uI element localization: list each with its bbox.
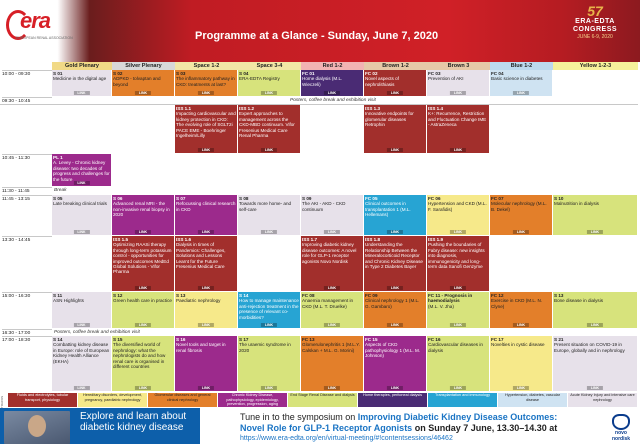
session-title: Understanding the Relationship Between the Mineralocorticoid Receptor and Chronic Kidney Disease in Type 2 Diabetes Bayer [365, 242, 423, 270]
session-code: S 08 [239, 196, 249, 201]
column-header: Brown 3 [427, 62, 490, 70]
session-link-button[interactable]: LINK [387, 323, 403, 328]
session-cell-fc06[interactable] [427, 195, 489, 235]
session-code: FC 11 - Prognosis in haemodialysis [428, 293, 473, 304]
session-cell-s14[interactable] [238, 292, 300, 328]
congress-logo [560, 4, 630, 48]
session-link-button[interactable]: LINK [513, 230, 529, 235]
session-link-button[interactable]: LINK [135, 91, 151, 96]
session-cell-fc08[interactable] [301, 292, 363, 328]
session-title: Medicine in the digital age [53, 76, 107, 82]
session-title: Hypertension and CKD (M.L. F. Sarafidis) [428, 201, 487, 212]
logo-tagline: EUROPEAN RENAL ASSOCIATION [16, 36, 73, 40]
time-slot: 11:45 - 13:15 [2, 195, 52, 202]
track-legend-item: Home therapies, peritoneal dialysis [358, 393, 427, 407]
track-legend-item: Fluids and electrolytes, tubular transport, physiology [8, 393, 77, 407]
session-link-button[interactable]: LINK [450, 286, 466, 291]
session-link-button[interactable]: LINK [73, 181, 89, 186]
session-title: Dialysis in times of Pandemics: Challenges, Solutions and Lessons Learnt for the Future Fresenius Medical Care [176, 242, 226, 270]
session-title: ERA-EDTA Registry [239, 76, 280, 82]
session-code: PL 1 [53, 155, 63, 160]
session-link-button[interactable]: LINK [587, 386, 603, 391]
session-cell-iss16[interactable] [175, 236, 237, 291]
session-link-button[interactable]: LINK [324, 286, 340, 291]
session-title: Malnutrition in dialysis [554, 201, 599, 207]
session-link-button[interactable]: LINK [198, 148, 214, 153]
session-title: Aspects of CKD pathophysiology 1 (M.L. M. Johnson) [365, 342, 421, 359]
session-code: S 16 [176, 337, 186, 342]
session-title: Exercise in CKD (M.L. N. Clyne) [491, 298, 543, 309]
session-title: Anaemia management in CKD (M.L. T. Druelke) [302, 298, 354, 309]
page-title: Programme at a Glance - Sunday, June 7, 2020 [195, 30, 439, 42]
session-link-button[interactable]: LINK [135, 286, 151, 291]
ad-banner-left[interactable] [0, 408, 200, 444]
session-title: Innovative endpoints for glomerular diseases Retrophin [365, 111, 414, 128]
session-cell-iss17[interactable] [301, 236, 363, 291]
session-link-button[interactable]: LINK [73, 386, 89, 391]
session-cell-fc05[interactable] [364, 195, 426, 235]
session-title: Basic science in diabetes [491, 76, 543, 82]
session-title: ADPKD - tolvaptan and beyond [113, 76, 161, 87]
session-title: Refocussing clinical research in CKD [176, 201, 236, 212]
session-cell-s19[interactable] [238, 336, 300, 391]
session-cell-s07[interactable] [175, 195, 237, 235]
time-slot: 09:30 - 10:45 [2, 97, 52, 104]
session-cell-iss15[interactable] [112, 236, 174, 291]
session-cell-s15[interactable] [553, 292, 637, 328]
session-code: FC 12 [491, 293, 504, 298]
session-link-button[interactable]: LINK [587, 230, 603, 235]
session-link-button[interactable]: LINK [324, 386, 340, 391]
time-slot: 10:45 - 11:30 [2, 154, 52, 161]
session-link-button[interactable]: LINK [513, 323, 529, 328]
session-title: Paediatric nephrology [176, 298, 221, 304]
track-legend-item: Hypertension, diabetes, vascular disease [498, 393, 567, 407]
session-link-button[interactable]: LINK [587, 323, 603, 328]
session-link-button[interactable]: LINK [450, 148, 466, 153]
session-link-button[interactable]: LINK [450, 386, 466, 391]
session-cell-iss19[interactable] [427, 236, 489, 291]
session-title: Combatting kidney disease in Europe: role of European Kidney Health Alliance (EKHA) [53, 342, 110, 364]
session-cell-s02[interactable] [112, 70, 174, 96]
session-cell-iss11[interactable] [175, 105, 237, 153]
session-code: S 01 [53, 71, 63, 76]
session-code: S 14 [53, 337, 63, 342]
column-header: Red 1-2 [301, 62, 364, 70]
session-link-button[interactable]: LINK [513, 386, 529, 391]
session-code: ISS 1.5 [113, 237, 129, 242]
session-title: Late breaking clinical trials [53, 201, 107, 207]
session-cell-fc04[interactable] [490, 70, 552, 96]
session-link-button[interactable]: LINK [450, 230, 466, 235]
session-code: FC 08 [302, 293, 315, 298]
session-cell-fc01[interactable] [301, 70, 363, 96]
session-code: FC 17 [491, 337, 504, 342]
ad-banner-right[interactable] [200, 408, 640, 444]
break-label: Break [54, 188, 67, 193]
session-cell-s04[interactable] [238, 70, 300, 96]
session-link-button[interactable]: LINK [387, 286, 403, 291]
session-code: FC 09 [365, 293, 378, 298]
track-legend-item: Hereditary disorders, development, pregnancy, paediatric nephrology [78, 393, 147, 407]
ad-left-text: Explore and learn about diabetic kidney disease [80, 411, 187, 433]
session-code: ISS 1.9 [428, 237, 444, 242]
ad-line1 [240, 412, 557, 422]
session-code: FC 13 [302, 337, 315, 342]
session-cell-s21[interactable] [553, 336, 637, 391]
session-cell-s18[interactable] [175, 336, 237, 391]
time-slot: 15:00 - 16:30 [2, 292, 52, 299]
session-code: FC 01 [302, 71, 315, 76]
session-cell-s01[interactable] [52, 70, 111, 96]
session-link-button[interactable]: LINK [135, 386, 151, 391]
session-link-button[interactable]: LINK [387, 386, 403, 391]
session-link-button[interactable]: LINK [261, 148, 277, 153]
session-cell-fc02[interactable] [364, 70, 426, 96]
session-code: S 05 [53, 196, 63, 201]
session-title: Molecular nephrology (M.L. B. Dekel) [491, 201, 547, 212]
session-title: Optimizing RAASi therapy through long-term potassium control - opportunities for improved outcomes MedEd Global Solutions - Vifor Pharma [113, 242, 172, 275]
session-cell-fc15[interactable] [364, 336, 426, 391]
session-title: Advanced renal MRI - the non-invasive renal biopsy in 2020 [113, 201, 170, 218]
session-code: ISS 1.7 [302, 237, 318, 242]
session-link-button[interactable]: LINK [261, 230, 277, 235]
session-link-button[interactable]: LINK [198, 230, 214, 235]
session-code: FC 16 [428, 337, 441, 342]
session-title: Expert approaches to management across the CKD-MBD continuum. Vifor Fresenius Medical Care Renal Pharma [239, 111, 295, 139]
page-header [0, 0, 640, 62]
session-title: Green health care in practice [113, 298, 172, 304]
session-cell-fc03[interactable] [427, 70, 489, 96]
divider [0, 104, 638, 105]
novo-nordisk-logo [606, 414, 636, 442]
time-slot: 11:30 - 11:45 [2, 187, 52, 194]
session-link-button[interactable]: LINK [450, 323, 466, 328]
track-legend-item: Glomerular diseases and general clinical nephrology [148, 393, 217, 407]
session-title: Novel aspects of nephrolithiasis [365, 76, 399, 87]
session-cell-s10[interactable] [553, 195, 637, 235]
ad-line2-post: on Sunday 7 June, 13.30–14.30 at [412, 423, 558, 433]
session-link-button[interactable]: LINK [135, 230, 151, 235]
session-title: Clinical nephrology 1 (M.L. G. Gambaro) [365, 298, 420, 309]
time-slot: 17:00 - 18:30 [2, 336, 52, 343]
session-cell-fc12[interactable] [490, 292, 552, 328]
session-link-button[interactable]: LINK [324, 323, 340, 328]
column-header: Blue 1-2 [490, 62, 553, 70]
person-icon [28, 415, 46, 437]
session-link-button[interactable]: LINK [198, 323, 214, 328]
session-cell-fc09[interactable] [364, 292, 426, 328]
session-link-button[interactable]: LINK [324, 91, 340, 96]
session-cell-s09[interactable] [301, 195, 363, 235]
session-code: S 04 [239, 71, 249, 76]
session-code: S 15 [113, 337, 123, 342]
break-label: Posters, coffee break and exhibition visit [290, 98, 376, 103]
session-cell-iss14[interactable] [427, 105, 489, 153]
session-title: The inflammatory pathway in CKD: treatments at last? [176, 76, 235, 87]
session-link-button[interactable]: LINK [387, 230, 403, 235]
session-cell-fc17[interactable] [490, 336, 552, 391]
session-code: S 14 [239, 293, 249, 298]
session-title: The AKI - AKD - CKD continuum [302, 201, 346, 212]
ad-line2-title: Novel Role for GLP-1 Receptor Agonists [240, 423, 413, 433]
sponsor-name: novo nordisk [611, 430, 631, 442]
ad-photo [4, 411, 70, 444]
session-code: FC 02 [365, 71, 378, 76]
session-title: The diversified world of nephrology: what the nephrologists do and how renal care is organised in different countries [113, 342, 166, 370]
column-header: Yellow 1-2-3 [553, 62, 638, 70]
track-legend-item: Chronic Kidney Disease, pathophysiology, epidemiology, prevention, progression, aging [218, 393, 287, 407]
programme-grid [0, 70, 640, 392]
congress-label: ERA-EDTA CONGRESS [572, 18, 618, 33]
session-code: S 13 [554, 293, 564, 298]
session-cell-s05[interactable] [52, 195, 111, 235]
session-link-button[interactable]: LINK [198, 91, 214, 96]
session-cell-s12[interactable] [112, 292, 174, 328]
session-code: ISS 1.1 [176, 106, 192, 111]
session-cell-s06[interactable] [112, 195, 174, 235]
session-code: FC 04 [491, 71, 504, 76]
session-title: Improving diabetic kidney disease outcomes: A novel role for GLP-1 receptor agonists Novo Nordisk [302, 242, 357, 264]
session-title: A. Levey - Chronic kidney disease: two decades of progress and challenges for the future [53, 160, 110, 182]
session-title: Novel tools and target in renal fibrosis [176, 342, 226, 353]
session-title: Bone disease in dialysis [554, 298, 604, 304]
logo-name: era [20, 8, 51, 33]
session-cell-fc11[interactable] [427, 292, 489, 328]
session-code: S 10 [554, 196, 564, 201]
session-link-button[interactable]: LINK [261, 386, 277, 391]
session-link-button[interactable]: LINK [198, 386, 214, 391]
session-title: ASN Highlights [53, 298, 84, 304]
session-title: The uraemic syndrome in 2020 [239, 342, 291, 353]
session-code: S 11 [53, 293, 63, 298]
session-code: S 21 [554, 337, 564, 342]
session-cell-iss12[interactable] [238, 105, 300, 153]
session-code: S 09 [302, 196, 312, 201]
session-title: Home dialysis (M.L. Wieczeli) [302, 76, 343, 87]
room-columns-header [52, 62, 638, 70]
session-cell-s16[interactable] [52, 336, 111, 391]
session-cell-s11[interactable] [52, 292, 111, 328]
track-legend-item: Acute Kidney Injury and intensive care nephrology [568, 393, 637, 407]
session-cell-iss18[interactable] [364, 236, 426, 291]
session-code: S 02 [113, 71, 123, 76]
session-code: FC 06 [428, 196, 441, 201]
session-code: S 13 [176, 293, 186, 298]
session-title: Pushing the boundaries of Fabry disease: new insights into diagnosis, immunogenicity and long-term data Sanofi Genzyme [428, 242, 485, 270]
session-code: ISS 1.3 [365, 106, 381, 111]
session-link-button[interactable]: LINK [261, 323, 277, 328]
session-cell-fc07[interactable] [490, 195, 552, 235]
session-title: Cardiovascular diseases in dialysis [428, 342, 483, 353]
time-slot: 13:30 - 14:45 [2, 236, 52, 243]
session-code: FC 07 [491, 196, 504, 201]
session-title: Novelties in cystic disease [491, 342, 545, 348]
session-code: ISS 1.8 [365, 237, 381, 242]
track-legend-item: Transplantation and immunology [428, 393, 497, 407]
session-link-button[interactable]: LINK [387, 91, 403, 96]
ad-link[interactable]: https://www.era-edta.org/en/virtual-meeting/#!contentsessions/46462 [240, 435, 453, 442]
session-title: Impacting cardiovascular and kidney protection in CKD: The evolving role of SGLT2i PACE EME - Boehringer Ingelheim/Lilly [176, 111, 236, 139]
column-header: Brown 1-2 [364, 62, 427, 70]
tracks-label: TRACKS [0, 395, 4, 408]
session-link-button[interactable]: LINK [513, 91, 529, 96]
session-link-button[interactable]: LINK [73, 91, 89, 96]
session-link-button[interactable]: LINK [135, 323, 151, 328]
session-title: Prevention of AKI [428, 76, 464, 82]
apis-bull-icon [612, 414, 630, 430]
session-code: S 07 [176, 196, 186, 201]
session-code: ISS 1.2 [239, 106, 255, 111]
session-code: ISS 1.6 [176, 237, 192, 242]
session-cell-s03[interactable] [175, 70, 237, 96]
ad-line1-bold: Improving Diabetic Kidney Disease Outcomes: [357, 412, 558, 422]
congress-number: 57 [587, 3, 603, 19]
ad-line2 [240, 423, 557, 433]
session-title: Present situation on COVID-19 in Europe, globally and in nephrology [554, 342, 625, 353]
session-title: (M.L. V. Jha) [428, 303, 454, 309]
session-cell-s08[interactable] [238, 195, 300, 235]
session-code: FC 15 [365, 337, 378, 342]
session-title: How to manage maintenance anti-rejection treatment in the presence of relevant co-morbidities? [239, 298, 299, 320]
track-legend-item: End Stage Renal Disease and dialysis [288, 393, 357, 407]
tracks-legend [0, 392, 640, 408]
session-link-button[interactable]: LINK [450, 91, 466, 96]
session-link-button[interactable]: LINK [198, 286, 214, 291]
break-label: Posters, coffee break and exhibition visit [54, 330, 140, 335]
column-header: Silver Plenary [112, 62, 175, 70]
session-title: Towards more home- and self-care [239, 201, 292, 212]
time-slot: 16:30 - 17:00 [2, 329, 52, 336]
session-code: S 12 [113, 293, 123, 298]
session-code: FC 05 [365, 196, 378, 201]
session-code: FC 03 [428, 71, 441, 76]
session-code: ISS 1.4 [428, 106, 444, 111]
session-title: Clinical outcomes in transplantation 1 (M.L. Hellemans) [365, 201, 411, 218]
column-header: Gold Plenary [52, 62, 112, 70]
session-link-button[interactable]: LINK [261, 91, 277, 96]
session-cell-s13[interactable] [175, 292, 237, 328]
congress-dates: JUNE 6-9, 2020 [577, 34, 613, 40]
session-cell-pl1[interactable] [52, 154, 111, 186]
session-title: Glomerulonephritis 1 (M.L.Y. Calskan + M.L. G. Morini) [302, 342, 360, 353]
session-cell-s17[interactable] [112, 336, 174, 391]
session-cell-iss13[interactable] [364, 105, 426, 153]
session-cell-fc16[interactable] [427, 336, 489, 391]
session-link-button[interactable]: LINK [387, 148, 403, 153]
session-cell-fc13[interactable] [301, 336, 363, 391]
session-code: S 06 [113, 196, 123, 201]
column-header: Space 3-4 [238, 62, 301, 70]
session-link-button[interactable]: LINK [73, 323, 89, 328]
time-slot: 10:00 - 09:30 [2, 70, 52, 77]
session-link-button[interactable]: LINK [324, 230, 340, 235]
session-title: K+: Recurrence, Restriction and Fluctuation Change IME - AstraZeneca [428, 111, 487, 128]
column-header: Space 1-2 [175, 62, 238, 70]
ad-line1-pre: Tune in to the symposium on [240, 412, 358, 422]
session-link-button[interactable]: LINK [73, 230, 89, 235]
session-code: S 17 [239, 337, 249, 342]
session-code: S 03 [176, 71, 186, 76]
era-logo [6, 6, 73, 50]
